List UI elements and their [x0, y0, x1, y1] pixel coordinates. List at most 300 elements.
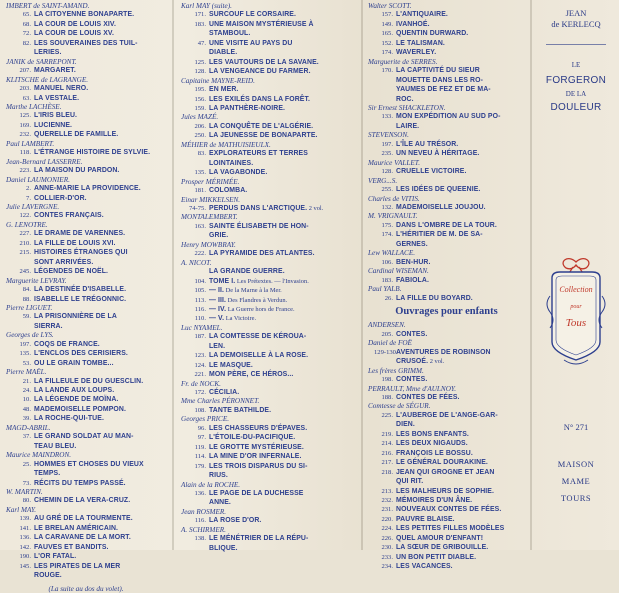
entry-number: 113.	[194, 296, 206, 304]
entry-title: LA LÉGENDE DE MOÏNA.	[34, 396, 119, 404]
fold-line	[172, 0, 174, 550]
catalog-entry	[177, 314, 359, 323]
cover-title-main: FORGERON	[545, 75, 607, 86]
entry-number: 203.	[19, 85, 31, 93]
entry-title: OU LE GRAIN TOMBE...	[34, 359, 114, 367]
entry-title: LUCIENNE.	[34, 121, 73, 129]
entry-title: FABIOLA.	[396, 276, 429, 284]
catalog-entry	[177, 462, 359, 471]
catalog-entry	[177, 159, 359, 168]
catalog-entry	[364, 20, 529, 29]
catalog-entry	[177, 20, 359, 29]
entry-title: CONTES FRANÇAIS.	[34, 212, 104, 220]
catalog-entry	[364, 505, 529, 514]
catalog-entry	[177, 534, 359, 543]
catalog-entry	[2, 533, 170, 542]
entry-title: LA LANDE AUX LOUPS.	[34, 387, 115, 395]
catalog-entry	[364, 468, 529, 477]
catalog-entry	[364, 167, 529, 176]
entry-title: LA MINE D'OR INFERNALE.	[209, 453, 302, 461]
catalog-entry	[364, 496, 529, 505]
entry-number: 216.	[381, 449, 393, 457]
entry-title: LE TALISMAN.	[396, 39, 445, 47]
author-name: W. MARTIN.	[6, 488, 43, 497]
entry-title: LA VENGEANCE DU FARMER.	[209, 68, 311, 76]
author-name: Alain de la ROCHE.	[181, 480, 241, 489]
entry-number: 219.	[381, 430, 393, 438]
entry-title: COLOMBA.	[209, 187, 248, 195]
catalog-entry	[364, 258, 529, 267]
catalog-entry	[177, 231, 359, 240]
entry-number: 227.	[19, 230, 31, 238]
catalog-entry	[2, 359, 170, 368]
catalog-entry	[177, 286, 359, 295]
catalog-entry	[364, 66, 529, 75]
entry-number: 125.	[19, 112, 31, 120]
catalog-entry	[364, 140, 529, 149]
entry-title: NOUVEAUX CONTES DE FÉES.	[396, 506, 502, 514]
catalog-entry	[364, 29, 529, 38]
entry-title: COQS DE FRANCE.	[34, 340, 100, 348]
catalog-entry	[177, 204, 359, 213]
catalog-entry	[364, 294, 529, 303]
cover-author-last: de KERLECQ	[551, 19, 601, 29]
entry-title: MON PÈRE, CE HÉROS...	[209, 371, 294, 379]
entry-title: GERNES.	[396, 240, 428, 248]
entry-number: 106.	[381, 258, 393, 266]
entry-title: UN NEVEU À HÉRITAGE.	[396, 150, 480, 158]
entry-title: LA CAPTIVITÉ DU SIEUR	[396, 67, 480, 75]
entry-title: CRUSOÉ.	[396, 358, 429, 366]
catalog-entry	[364, 524, 529, 533]
catalog-entry	[364, 543, 529, 552]
entry-title: QUERELLE DE FAMILLE.	[34, 131, 119, 139]
entry-title: STAMBOUL.	[209, 30, 251, 38]
catalog-entry	[2, 295, 170, 304]
catalog-entry	[177, 122, 359, 131]
entry-number: 159.	[194, 104, 206, 112]
entry-title: QUI RIT.	[396, 478, 424, 486]
entry-title: LÉGENDES DE NOËL.	[34, 268, 109, 276]
author-name: Julie LAVERGNE.	[6, 202, 60, 211]
catalog-entry	[177, 361, 359, 370]
entry-title: LA ROSE D'OR.	[209, 517, 262, 525]
entry-number: 181.	[194, 187, 206, 195]
entry-title: LA CITOYENNE BONAPARTE.	[34, 11, 135, 19]
author-name: Pierre LIGUET.	[6, 303, 53, 312]
entry-subtitle: De la Marne à la Mer.	[224, 287, 282, 295]
entry-title: LE GROTTE MYSTÉRIEUSE.	[209, 443, 304, 451]
entry-number: 25.	[22, 460, 31, 468]
entry-subtitle: Des Flandres à Verdun.	[226, 296, 288, 304]
catalog-entry	[2, 571, 170, 580]
author-name: Walter SCOTT.	[368, 2, 412, 10]
catalog-entry	[364, 149, 529, 158]
entry-number: 190.	[19, 553, 31, 561]
entry-title: MADEMOISELLE JOUJOU.	[396, 203, 486, 211]
entry-number: 10.	[22, 396, 31, 404]
catalog-entry	[364, 562, 529, 571]
catalog-entry	[2, 442, 170, 451]
emblem-text-mid: pour	[570, 304, 582, 310]
entry-number: 174.	[381, 49, 393, 57]
entry-title: AU GRÉ DE LA TOURMENTE.	[34, 515, 133, 523]
catalog-entry	[2, 194, 170, 203]
entry-number: 174.	[381, 231, 393, 239]
author-name: Karl MAY (suite).	[181, 2, 232, 10]
catalog-entry	[177, 277, 359, 286]
entry-title: LA VESTALE.	[34, 94, 80, 102]
author-name: Karl MAY.	[6, 505, 37, 514]
author-name: Mme Charles PÉRONNET.	[181, 397, 260, 406]
catalog-column-3	[364, 2, 529, 571]
entry-title: LA DESTINÉE D'ISABELLE.	[34, 286, 127, 294]
entry-title: SAINTE ÉLISABETH DE HON-	[209, 222, 309, 230]
entry-number: 88.	[22, 295, 31, 303]
entry-title: MARGARET.	[34, 67, 76, 75]
entry-number: 124.	[194, 361, 206, 369]
catalog-entry	[364, 430, 529, 439]
entry-title: ISABELLE LE TRÉGONNIC.	[34, 295, 127, 303]
entry-number: 232.	[19, 131, 31, 139]
catalog-entry	[364, 330, 529, 339]
author-name: A. SCHIRMER.	[181, 525, 226, 534]
entry-title: LA SŒUR DE GRIBOUILLE.	[396, 544, 489, 552]
catalog-entry	[2, 84, 170, 93]
entry-number: 53.	[22, 359, 31, 367]
entry-number: 206.	[194, 122, 206, 130]
entry-title: L'HÉRITIER DE M. DE SA-	[396, 231, 483, 239]
catalog-entry	[177, 351, 359, 360]
entry-number: 37.	[22, 433, 31, 441]
catalog-entry	[364, 458, 529, 467]
entry-number: 97.	[197, 434, 206, 442]
entry-title: EXPLORATEURS ET TERRES	[209, 150, 308, 158]
entry-number: 205.	[381, 330, 393, 338]
entry-title: LA PYRAMIDE DES ATLANTES.	[209, 250, 315, 258]
catalog-entry	[364, 48, 529, 57]
entry-number: 74-75.	[188, 204, 206, 212]
catalog-entry	[177, 498, 359, 507]
author-name: ANDERSEN.	[368, 321, 406, 330]
catalog-column-2	[177, 2, 359, 552]
catalog-entry	[364, 39, 529, 48]
entry-number: 138.	[194, 535, 206, 543]
entry-number: 135.	[19, 350, 31, 358]
author-name: Lew WALLACE.	[368, 249, 416, 258]
cover-title-connector: DE LA	[565, 90, 587, 98]
entry-number: 73.	[22, 479, 31, 487]
emblem-text-bottom: Tous	[565, 317, 587, 329]
entry-title: LE MÉNÉTRIER DE LA RÉPU-	[209, 535, 309, 543]
entry-title: MON EXPÉDITION AU SUD PO-	[396, 113, 501, 121]
catalog-entry	[364, 10, 529, 19]
entry-title: SIERRA.	[34, 322, 63, 330]
entry-title: LA DEMOISELLE À LA ROSE.	[209, 352, 309, 360]
catalog-entry	[2, 239, 170, 248]
catalog-entry	[2, 10, 170, 19]
catalog-entry	[2, 20, 170, 29]
author-name: MONTALEMBERT.	[181, 213, 238, 222]
entry-title: SONT ARRIVÉES.	[34, 258, 94, 266]
entry-title: CHEMIN DE LA VERA-CRUZ.	[34, 497, 131, 505]
entry-title: LA FILLEULE DE DU GUESCLIN.	[34, 377, 144, 385]
catalog-entry	[177, 296, 359, 305]
author-name: STEVENSON.	[368, 131, 409, 140]
entry-number: 129-130.	[374, 348, 398, 356]
catalog-entry	[177, 29, 359, 38]
entry-number: 157.	[381, 11, 393, 19]
author-name: JANIK de SARREPONT.	[6, 57, 77, 66]
book-cover-panel	[533, 0, 619, 550]
entry-number: 215.	[19, 249, 31, 257]
catalog-entry	[364, 95, 529, 104]
entry-title: L'ÎLE AU TRÉSOR.	[396, 140, 459, 148]
catalog-entry	[177, 424, 359, 433]
catalog-entry	[364, 240, 529, 249]
entry-number: 128.	[381, 168, 393, 176]
entry-title: LERIES.	[34, 49, 62, 57]
entry-number: 223.	[19, 167, 31, 175]
entry-title: LE DRAME DE VARENNES.	[34, 230, 126, 238]
entry-number: 207.	[19, 67, 31, 75]
entry-number: 128.	[194, 68, 206, 76]
entry-title: CÉCILIA.	[209, 389, 240, 397]
entry-number: 156.	[194, 95, 206, 103]
entry-title: DIEN.	[396, 421, 415, 429]
entry-number: 230.	[381, 544, 393, 552]
entry-title: LA CONQUÊTE DE L'ALGÉRIE.	[209, 122, 314, 130]
entry-title: LA COUR DE LOUIS XIV.	[34, 20, 116, 28]
author-name: Pierre MAËL.	[6, 368, 47, 377]
catalog-entry	[177, 471, 359, 480]
catalog-entry	[177, 516, 359, 525]
entry-number: 149.	[381, 20, 393, 28]
entry-title: RÉCITS DU TEMPS PASSÉ.	[34, 479, 126, 487]
author-name: Charles de VITIS.	[368, 194, 420, 203]
entry-number: 80.	[22, 497, 31, 505]
catalog-entry	[2, 414, 170, 423]
entry-number: 114.	[194, 453, 206, 461]
entry-subtitle: 2 vol.	[307, 204, 324, 212]
catalog-column-1	[2, 2, 170, 593]
entry-number: 222.	[194, 250, 206, 258]
entry-title: L'AUBERGE DE L'ANGE-GAR-	[396, 411, 498, 419]
entry-title: ROC.	[396, 95, 414, 103]
catalog-entry	[2, 469, 170, 478]
catalog-entry	[177, 85, 359, 94]
entry-title: MOUETTE DANS LES RO-	[396, 76, 483, 84]
entry-number: 82.	[22, 39, 31, 47]
entry-number: 7.	[26, 194, 31, 202]
entry-title: QUENTIN DURWARD.	[396, 30, 469, 38]
author-name: Jean ROSMER.	[181, 507, 227, 516]
entry-number: 255.	[381, 186, 393, 194]
entry-title: LES EXILÉS DANS LA FORÊT.	[209, 95, 311, 103]
catalog-entry	[177, 168, 359, 177]
entry-title: EN MER.	[209, 86, 239, 94]
entry-title: CONTES.	[396, 376, 428, 384]
entry-number: 250.	[194, 132, 206, 140]
entry-title: MÉMOIRES D'UN ÂNE.	[396, 497, 473, 505]
catalog-entry	[364, 276, 529, 285]
entry-number: 139.	[19, 515, 31, 523]
entry-title: CRUELLE VICTOIRE.	[396, 168, 467, 176]
entry-number: 132.	[381, 203, 393, 211]
author-name: M. VRIGNAULT.	[368, 212, 418, 221]
catalog-entry	[2, 39, 170, 48]
catalog-entry	[364, 477, 529, 486]
author-name: Jules MAZÉ.	[181, 113, 219, 122]
entry-title: LOINTAINES.	[209, 159, 254, 167]
author-name: Henry MOWBRAY.	[181, 240, 236, 249]
entry-number: 84.	[22, 286, 31, 294]
entry-number: 197.	[381, 140, 393, 148]
author-name: Les frères GRIMM.	[368, 366, 424, 375]
catalog-entry	[2, 386, 170, 395]
entry-number: 21.	[22, 377, 31, 385]
cover-author-first: JEAN	[565, 8, 587, 18]
section-heading: Ouvrages pour enfants	[395, 305, 498, 317]
catalog-entry	[2, 479, 170, 488]
entry-number: 116.	[194, 305, 206, 313]
entry-title: CONTES DE FÉES.	[396, 394, 460, 402]
entry-number: 125.	[194, 58, 206, 66]
entry-title: LA COMTESSE DE KÉROUA-	[209, 333, 307, 341]
entry-number: 214.	[381, 440, 393, 448]
entry-title: LES PETITES FILLES MODÈLES	[396, 525, 505, 533]
entry-number: 218.	[381, 468, 393, 476]
catalog-entry	[177, 489, 359, 498]
entry-number: 63.	[22, 94, 31, 102]
continuation-note: (La suite au dos du volet).	[48, 584, 124, 593]
entry-number: 59.	[22, 313, 31, 321]
entry-title: DANS L'OMBRE DE LA TOUR.	[396, 221, 497, 229]
entry-title: — V.	[209, 315, 225, 323]
entry-title: LE BRELAN AMÉRICAIN.	[34, 524, 119, 532]
entry-title: YAUMES DE FEZ ET DE MA-	[396, 86, 491, 94]
entry-title: LE PAGE DE LA DUCHESSE	[209, 490, 304, 498]
fold-line	[530, 0, 532, 550]
entry-subtitle: La Guerre hors de France.	[226, 305, 295, 313]
entry-number: 133.	[381, 113, 393, 121]
catalog-entry	[177, 131, 359, 140]
entry-title: L'IRIS BLEU.	[34, 112, 78, 120]
catalog-entry	[2, 524, 170, 533]
catalog-entry	[2, 340, 170, 349]
catalog-entry	[177, 443, 359, 452]
catalog-entry	[2, 211, 170, 220]
catalog-entry	[364, 122, 529, 131]
entry-title: LA VAGABONDE.	[209, 169, 268, 177]
catalog-entry	[2, 460, 170, 469]
entry-number: 175.	[381, 221, 393, 229]
catalog-entry	[177, 433, 359, 442]
emblem-text-top: Collection	[559, 285, 593, 294]
catalog-entry	[364, 439, 529, 448]
entry-number: 198.	[381, 376, 393, 384]
catalog-entry	[2, 166, 170, 175]
fold-line	[361, 0, 363, 550]
entry-number: 83.	[197, 150, 206, 158]
entry-number: 225.	[381, 411, 393, 419]
catalog-entry	[177, 249, 359, 258]
volume-number: N° 271	[563, 422, 589, 432]
entry-title: LA FILLE DU BOYARD.	[396, 294, 473, 302]
entry-title: LES MALHEURS DE SOPHIE.	[396, 487, 495, 495]
entry-title: LES IDÉES DE QUEENIE.	[396, 186, 481, 194]
catalog-entry	[2, 148, 170, 157]
catalog-entry	[2, 562, 170, 571]
entry-title: BLIQUE.	[209, 544, 238, 552]
entry-number: 116.	[194, 517, 206, 525]
catalog-entry	[364, 348, 529, 357]
author-name: Sir Ernest SHACKLETON.	[368, 103, 446, 112]
catalog-entry	[2, 432, 170, 441]
author-name: Paul YALB.	[368, 285, 402, 294]
entry-title: L'ANTIQUAIRE.	[396, 11, 448, 19]
entry-number: 233.	[381, 553, 393, 561]
entry-number: 122.	[19, 212, 31, 220]
catalog-entry	[177, 186, 359, 195]
entry-title: TEMPS.	[34, 470, 61, 478]
entry-title: TOME I.	[209, 277, 236, 285]
entry-title: L'ÉTOILE-DU-PACIFIQUE.	[209, 434, 296, 442]
catalog-entry	[177, 332, 359, 341]
entry-title: LA ROCHE-QUI-TUE.	[34, 415, 104, 423]
author-name: Georges de LYS.	[6, 331, 54, 340]
entry-number: 220.	[381, 515, 393, 523]
catalog-entry	[2, 184, 170, 193]
entry-number: 136.	[194, 490, 206, 498]
catalog-entry	[2, 121, 170, 130]
catalog-entry	[364, 85, 529, 94]
publisher-line-3: TOURS	[560, 493, 592, 503]
author-name: IMBERT de SAINT-AMAND.	[6, 2, 90, 10]
entry-number: 152.	[381, 39, 393, 47]
catalog-entry	[364, 515, 529, 524]
entry-title: L'OR FATAL.	[34, 553, 77, 561]
entry-number: 232.	[381, 497, 393, 505]
entry-title: WAVERLEY.	[396, 49, 437, 57]
catalog-entry	[177, 452, 359, 461]
entry-title: UN BON PETIT DIABLE.	[396, 553, 477, 561]
entry-title: LA GRANDE GUERRE.	[209, 268, 285, 276]
entry-number: 197.	[19, 340, 31, 348]
catalog-entry	[364, 553, 529, 562]
entry-number: 169.	[19, 121, 31, 129]
catalog-entry	[2, 258, 170, 267]
author-name: Einar MIKKELSEN.	[181, 195, 241, 204]
entry-subtitle: Les Prétextes. — l'Invasion.	[235, 277, 309, 285]
catalog-entry	[2, 66, 170, 75]
author-name: VERG...S.	[368, 176, 398, 185]
entry-title: LA PANTHÈRE-NOIRE.	[209, 104, 286, 112]
entry-title: FRANÇOIS LE BOSSU.	[396, 449, 473, 457]
author-name: Jean-Bernard LASSERRE.	[6, 157, 83, 166]
entry-title: L'ENCLOS DES CERISIERS.	[34, 350, 128, 358]
entry-title: L'ÉTRANGE HISTOIRE DE SYLVIE.	[34, 149, 151, 157]
catalog-entry	[364, 487, 529, 496]
entry-number: 213.	[381, 487, 393, 495]
entry-title: LE MASQUE.	[209, 361, 253, 369]
entry-number: 119.	[194, 443, 206, 451]
entry-number: 96.	[197, 424, 206, 432]
entry-number: 135.	[194, 169, 206, 177]
entry-number: 245.	[19, 268, 31, 276]
catalog-entry	[177, 406, 359, 415]
publisher-line-1: MAISON	[557, 459, 595, 469]
